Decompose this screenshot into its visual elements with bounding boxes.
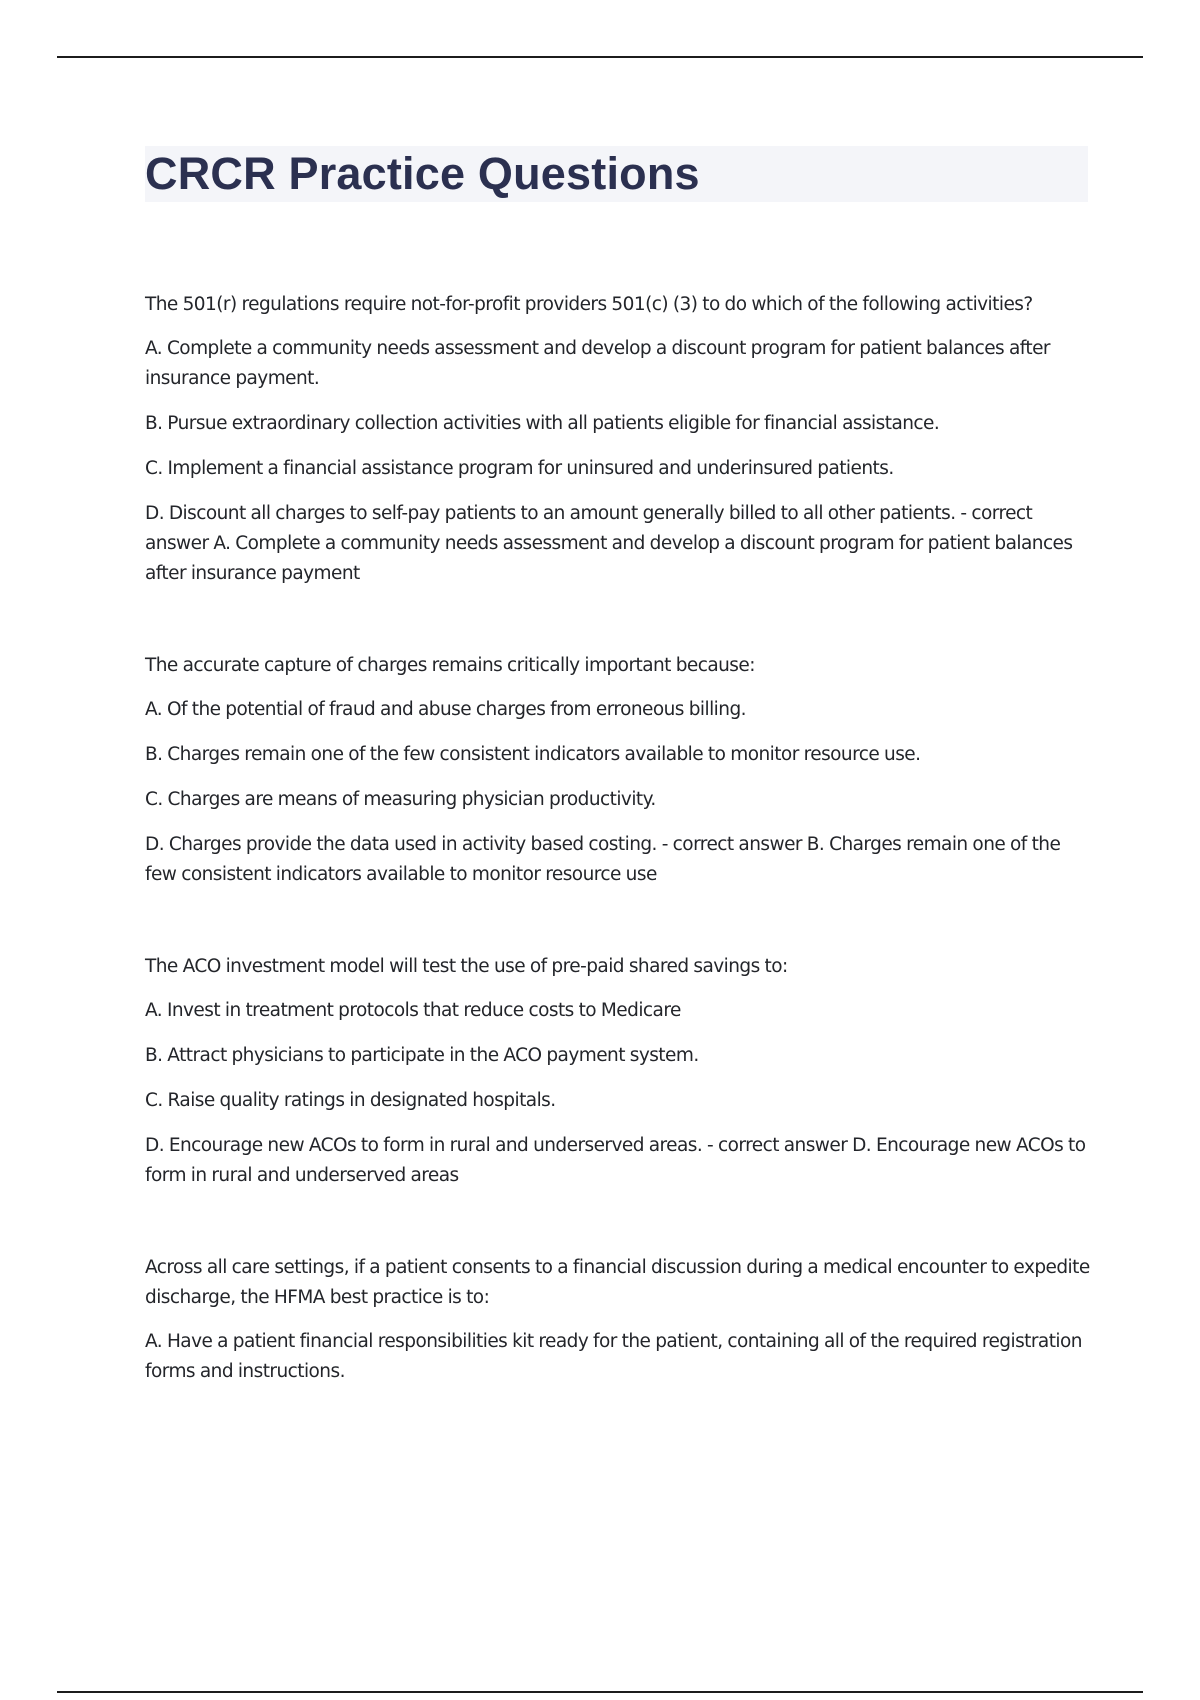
header-rule [57, 56, 1143, 58]
question-stem: The accurate capture of charges remains critically important because: [145, 655, 755, 676]
questions-container [145, 290, 1095, 1449]
question-stem: Across all care settings, if a patient consents to a financial discussion during a medical encounter to expedite discharge, the HFMA best practice is to: [145, 1257, 1090, 1308]
answer-option-d: D. Discount all charges to self-pay patients to an amount generally billed to all other patients. - correct answer A. Complete a community needs assessment and develop a discount program for patient balances after insurance payment [145, 503, 1073, 584]
answer-option-c: C. Raise quality ratings in designated hospitals. [145, 1090, 556, 1111]
answer-option-c: C. Charges are means of measuring physician productivity. [145, 789, 656, 810]
answer-option-b: B. Pursue extraordinary collection activities with all patients eligible for financial assistance. [145, 413, 940, 434]
answer-option-a: A. Invest in treatment protocols that reduce costs to Medicare [145, 1000, 681, 1021]
answer-option-a: A. Have a patient financial responsibilities kit ready for the patient, containing all of the required registration forms and instructions. [145, 1331, 1082, 1382]
answer-option-a: A. Of the potential of fraud and abuse charges from erroneous billing. [145, 699, 746, 720]
document-title: CRCR Practice Questions [145, 148, 700, 199]
footer-rule [57, 1691, 1143, 1693]
answer-option-a: A. Complete a community needs assessment and develop a discount program for patient balances after insurance payment. [145, 338, 1050, 389]
answer-option-b: B. Attract physicians to participate in the ACO payment system. [145, 1045, 699, 1066]
question-2 [145, 651, 1095, 890]
question-1 [145, 290, 1095, 589]
answer-option-d: D. Encourage new ACOs to form in rural and underserved areas. - correct answer D. Encourage new ACOs to form in rural and underserved areas [145, 1135, 1086, 1186]
question-4 [145, 1253, 1095, 1387]
answer-option-b: B. Charges remain one of the few consistent indicators available to monitor resource use. [145, 744, 921, 765]
question-3 [145, 952, 1095, 1191]
answer-option-d: D. Charges provide the data used in activity based costing. - correct answer B. Charges remain one of the few consistent indicators available to monitor resource use [145, 834, 1061, 885]
answer-option-c: C. Implement a financial assistance program for uninsured and underinsured patients. [145, 458, 894, 479]
question-stem: The ACO investment model will test the use of pre-paid shared savings to: [145, 956, 788, 977]
question-stem: The 501(r) regulations require not-for-profit providers 501(c) (3) to do which of the following activities? [145, 294, 1033, 315]
